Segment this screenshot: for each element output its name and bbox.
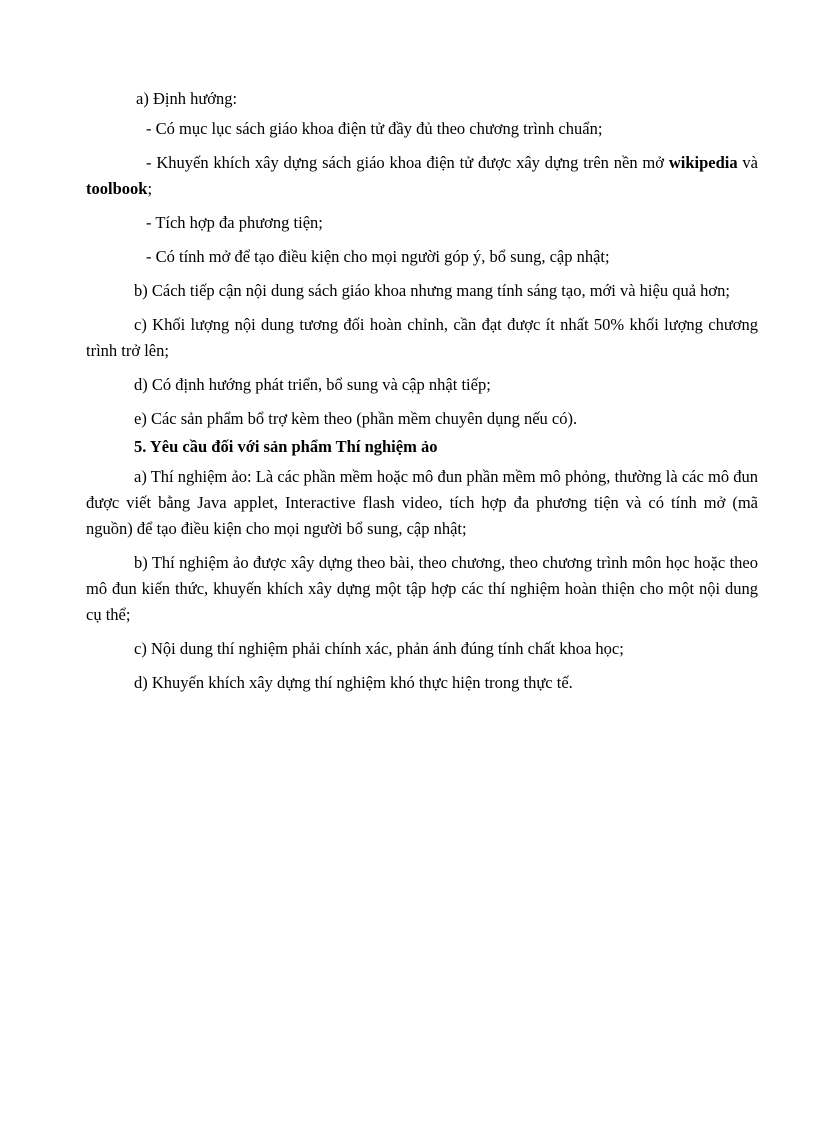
- section5-item-d: d) Khuyến khích xây dựng thí nghiệm khó thực hiện trong thực tế.: [134, 673, 573, 692]
- section4-dash-multimedia: - Tích hợp đa phương tiện;: [146, 213, 323, 232]
- wikipedia-term: wikipedia: [668, 153, 738, 172]
- dash2-conj: và: [737, 153, 759, 172]
- section4-item-c: c) Khối lượng nội dung tương đối hoàn chỉnh, cần đạt được ít nhất 50% khối lượng chương trình trở lên;: [86, 315, 758, 360]
- section5-item-c: c) Nội dung thí nghiệm phải chính xác, phản ánh đúng tính chất khoa học;: [134, 639, 624, 658]
- section4-dash-openness: - Có tính mở để tạo điều kiện cho mọi người góp ý, bổ sung, cập nhật;: [146, 247, 610, 266]
- section4-dash-toc: - Có mục lục sách giáo khoa điện tử đầy đủ theo chương trình chuẩn;: [146, 119, 603, 138]
- section5-item-a: a) Thí nghiệm ảo: Là các phần mềm hoặc mô đun phần mềm mô phỏng, thường là các mô đun được viết bằng Java applet, Interactive flash video, tích hợp đa phương tiện và có tính mở (mã nguồn) để tạo điều kiện cho mọi người bổ sung, cập nhật;: [86, 467, 758, 538]
- section5-item-b: b) Thí nghiệm ảo được xây dựng theo bài, theo chương, theo chương trình môn học hoặc theo mô đun kiến thức, khuyến khích xây dựng một tập hợp các thí nghiệm hoàn thiện cho một nội dung cụ thể;: [86, 553, 758, 624]
- section4-item-a: a) Định hướng:: [136, 89, 238, 108]
- section4-item-d: d) Có định hướng phát triển, bổ sung và cập nhật tiếp;: [134, 375, 491, 394]
- dash2-end: ;: [147, 179, 153, 198]
- dash2-text: - Khuyến khích xây dựng sách giáo khoa điện tử được xây dựng trên nền mở: [146, 153, 669, 172]
- toolbook-term: toolbook: [86, 179, 148, 198]
- section5-heading: 5. Yêu cầu đối với sản phẩm Thí nghiệm ảo: [134, 437, 438, 456]
- section4-dash-open-platform: [86, 150, 758, 202]
- section4-item-b: b) Cách tiếp cận nội dung sách giáo khoa nhưng mang tính sáng tạo, mới và hiệu quả hơn;: [134, 281, 730, 300]
- section4-item-e: e) Các sản phẩm bổ trợ kèm theo (phần mềm chuyên dụng nếu có).: [134, 409, 578, 428]
- document-body: [86, 86, 758, 704]
